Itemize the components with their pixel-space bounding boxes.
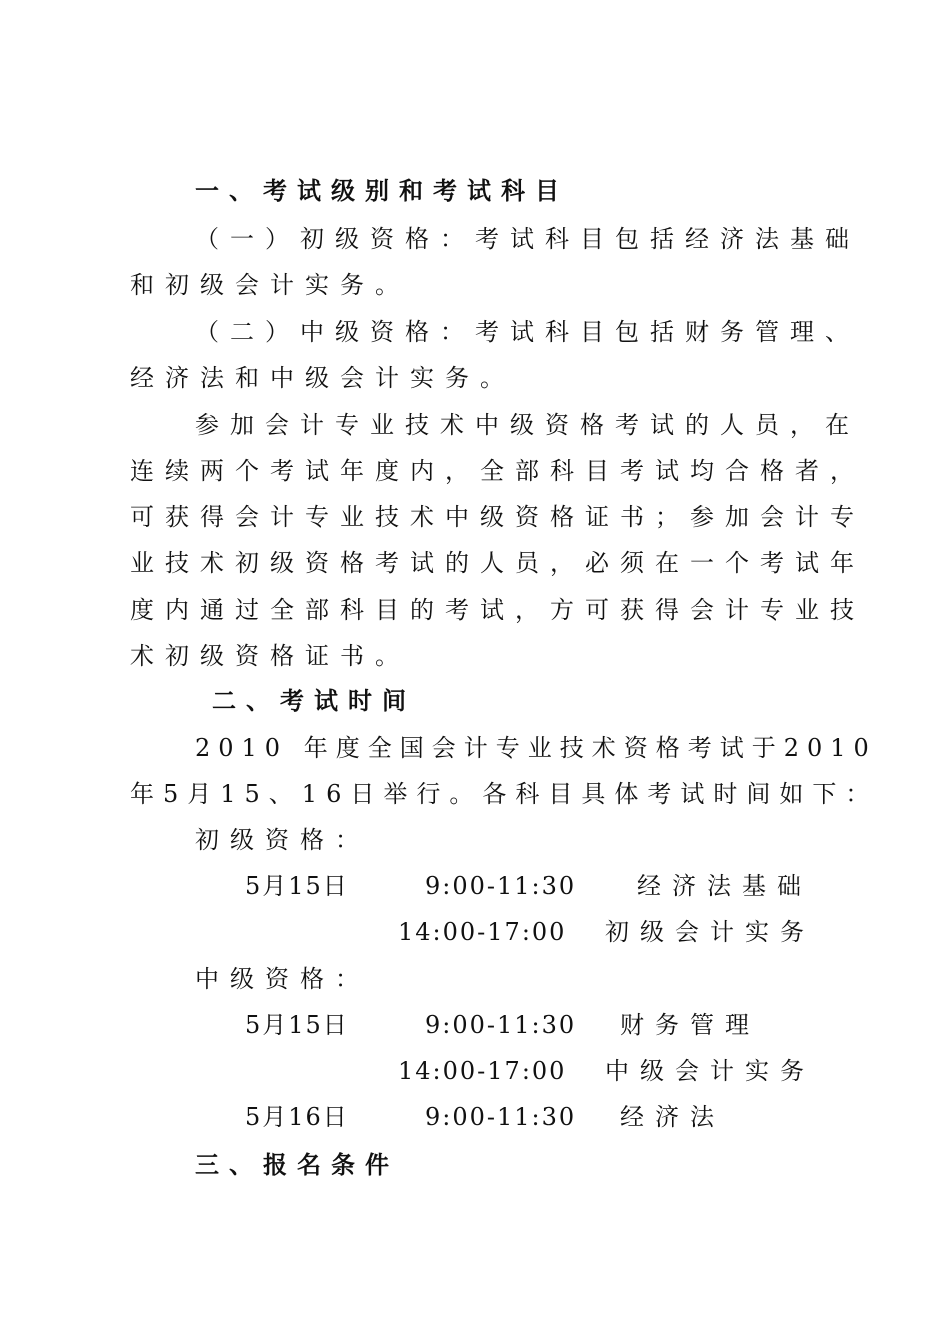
intermediate-row-3-time: 9:00-11:30 [425,1103,577,1131]
section-1-paragraph-line-3: 可获得会计专业技术中级资格证书；参加会计专 [130,503,865,531]
intermediate-row-2-time: 14:00-17:00 [398,1057,567,1085]
section-2-intro-line-1: 2010 年度全国会计专业技术资格考试于2010 [195,734,877,762]
intermediate-row-1-subject: 财务管理 [620,1011,760,1039]
junior-row-1-date: 5月15日 [245,872,349,900]
section-1-heading: 一、考试级别和考试科目 [195,177,569,205]
intermediate-row-2-subject: 中级会计实务 [605,1057,815,1085]
section-1-paragraph-line-6: 术初级资格证书。 [130,642,410,670]
section-2-intro-line-2: 年5月15、16日举行。各科目具体考试时间如下： [130,780,879,808]
intermediate-row-1-date: 5月15日 [245,1011,349,1039]
section-1-paragraph-line-1: 参加会计专业技术中级资格考试的人员，在 [195,411,860,439]
section-2-heading: 二、考试时间 [212,687,416,715]
junior-row-2-time: 14:00-17:00 [398,918,567,946]
intermediate-row-3-date: 5月16日 [245,1103,349,1131]
section-1-item-1-line-1: （一）初级资格：考试科目包括经济法基础 [195,225,860,253]
section-1-item-1-line-2: 和初级会计实务。 [130,271,410,299]
intermediate-row-3-subject: 经济法 [620,1103,725,1131]
junior-row-2-subject: 初级会计实务 [605,918,815,946]
junior-row-1-time: 9:00-11:30 [425,872,577,900]
section-1-paragraph-line-2: 连续两个考试年度内，全部科目考试均合格者， [130,457,865,485]
intermediate-label: 中级资格： [195,965,370,993]
junior-row-1-subject: 经济法基础 [637,872,812,900]
intermediate-row-1-time: 9:00-11:30 [425,1011,577,1039]
section-1-paragraph-line-5: 度内通过全部科目的考试，方可获得会计专业技 [130,596,865,624]
section-1-item-2-line-2: 经济法和中级会计实务。 [130,364,515,392]
section-1-paragraph-line-4: 业技术初级资格考试的人员，必须在一个考试年 [130,549,865,577]
section-1-item-2-line-1: （二）中级资格：考试科目包括财务管理、 [195,318,860,346]
section-3-heading: 三、报名条件 [195,1151,399,1179]
junior-label: 初级资格： [195,826,370,854]
